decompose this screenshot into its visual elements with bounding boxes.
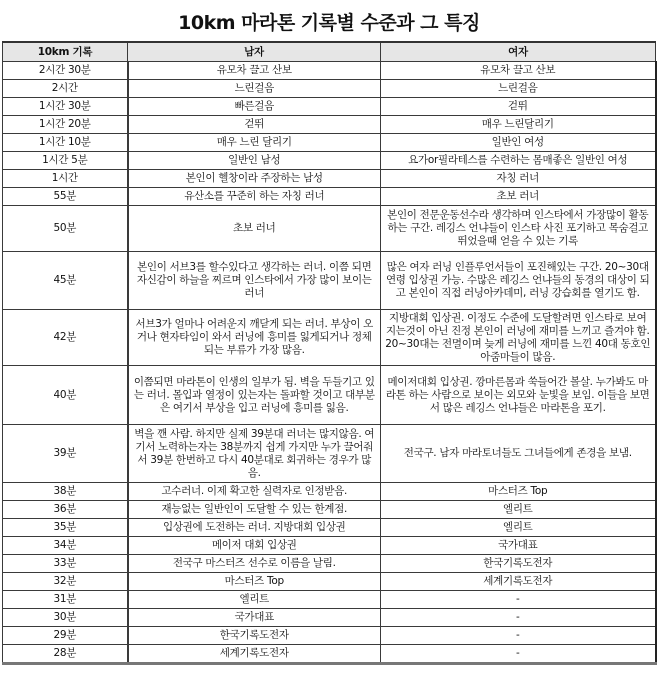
female-description-cell: 마스터즈 Top <box>381 483 656 501</box>
record-time-cell: 55분 <box>3 188 128 206</box>
table-row <box>3 555 656 573</box>
female-description-cell: - <box>381 609 656 627</box>
header-record: 10km 기록 <box>3 42 128 62</box>
female-description-cell: 본인이 전문운동선수라 생각하며 인스타에서 가장많이 활동하는 구간. 레깅스 언냐들이 인스타 사진 포기하고 목숨걸고 뛰었을때 얻을 수 있는 기록 <box>381 206 656 252</box>
female-description-cell: 국가대표 <box>381 537 656 555</box>
table-row <box>3 519 656 537</box>
female-description-cell: 느린걸음 <box>381 80 656 98</box>
table-row <box>3 152 656 170</box>
table-row <box>3 206 656 252</box>
female-description-cell: - <box>381 591 656 609</box>
record-time-cell: 1시간 <box>3 170 128 188</box>
record-time-cell: 1시간 10분 <box>3 134 128 152</box>
table-row <box>3 425 656 483</box>
record-time-cell: 1시간 30분 <box>3 98 128 116</box>
table-row <box>3 170 656 188</box>
male-description-cell: 재능없는 일반인이 도달할 수 있는 한계점. <box>128 501 381 519</box>
record-time-cell: 40분 <box>3 366 128 425</box>
table-row <box>3 627 656 645</box>
record-time-cell: 2시간 <box>3 80 128 98</box>
male-description-cell: 일반인 남성 <box>128 152 381 170</box>
table-row <box>3 310 656 366</box>
table-row <box>3 116 656 134</box>
female-description-cell: 매우 느린달리기 <box>381 116 656 134</box>
table-row <box>3 62 656 80</box>
male-description-cell: 입상권에 도전하는 러너. 지방대회 입상권 <box>128 519 381 537</box>
male-description-cell: 매우 느린 달리기 <box>128 134 381 152</box>
record-time-cell: 29분 <box>3 627 128 645</box>
female-description-cell: - <box>381 627 656 645</box>
table-row <box>3 537 656 555</box>
male-description-cell: 이쯤되면 마라톤이 인생의 일부가 됨. 벽을 두들기고 있는 러너. 몰입과 열정이 있는자는 돌파할 것이고 대부분은 여기서 부상을 입고 러닝에 흥미를 잃음. <box>128 366 381 425</box>
record-time-cell: 45분 <box>3 252 128 310</box>
header-row <box>3 42 656 62</box>
female-description-cell: 요가or필라테스를 수련하는 몸매좋은 일반인 여성 <box>381 152 656 170</box>
table-row <box>3 188 656 206</box>
table-row <box>3 98 656 116</box>
table-row <box>3 573 656 591</box>
female-description-cell: 초보 러너 <box>381 188 656 206</box>
male-description-cell: 마스터즈 Top <box>128 573 381 591</box>
header-female: 여자 <box>381 42 656 62</box>
table-row <box>3 134 656 152</box>
header-male: 남자 <box>128 42 381 62</box>
male-description-cell: 국가대표 <box>128 609 381 627</box>
table-row <box>3 501 656 519</box>
male-description-cell: 유산소를 꾸준히 하는 자칭 러너 <box>128 188 381 206</box>
male-description-cell: 걷뛰 <box>128 116 381 134</box>
record-time-cell: 33분 <box>3 555 128 573</box>
record-time-cell: 39분 <box>3 425 128 483</box>
record-table <box>2 41 657 665</box>
record-time-cell: 31분 <box>3 591 128 609</box>
male-description-cell: 엘리트 <box>128 591 381 609</box>
female-description-cell: - <box>381 645 656 664</box>
record-time-cell: 1시간 5분 <box>3 152 128 170</box>
record-time-cell: 30분 <box>3 609 128 627</box>
female-description-cell: 세계기록도전자 <box>381 573 656 591</box>
table-row <box>3 366 656 425</box>
table-row <box>3 609 656 627</box>
male-description-cell: 한국기록도전자 <box>128 627 381 645</box>
record-time-cell: 42분 <box>3 310 128 366</box>
female-description-cell: 엘리트 <box>381 501 656 519</box>
male-description-cell: 전국구 마스터즈 선수로 이름을 날림. <box>128 555 381 573</box>
male-description-cell: 본인이 헬창이라 주장하는 남성 <box>128 170 381 188</box>
male-description-cell: 서브3가 얼마나 어려운지 깨닫게 되는 러너. 부상이 오거나 현자타임이 와서 러닝에 흥미를 잃게되거나 정체되는 부류가 가장 많음. <box>128 310 381 366</box>
record-time-cell: 35분 <box>3 519 128 537</box>
table-row <box>3 645 656 664</box>
female-description-cell: 지방대회 입상권. 이정도 수준에 도달할려면 인스타로 보여지는것이 아닌 진정 본인이 러닝에 재미를 느끼고 즐겨야 함. 20~30대는 전멸이며 늦게 러닝에 재미를 느낀 40대 동호인 아줌마들이 많음. <box>381 310 656 366</box>
table-row <box>3 483 656 501</box>
female-description-cell: 엘리트 <box>381 519 656 537</box>
male-description-cell: 느린걸음 <box>128 80 381 98</box>
female-description-cell: 많은 여자 러닝 인플루언서들이 포진해있는 구간. 20~30대 연령 입상권 가능. 수많은 레깅스 언냐들의 동경의 대상이 되고 본인이 직접 러닝아카데미, 러닝 강습회를 열기도 함. <box>381 252 656 310</box>
male-description-cell: 고수러너. 이제 확고한 실력자로 인정받음. <box>128 483 381 501</box>
female-description-cell: 유모차 끌고 산보 <box>381 62 656 80</box>
page-title: 10km 마라톤 기록별 수준과 그 특징 <box>178 12 480 34</box>
record-time-cell: 50분 <box>3 206 128 252</box>
table-row <box>3 591 656 609</box>
record-time-cell: 28분 <box>3 645 128 664</box>
female-description-cell: 자칭 러너 <box>381 170 656 188</box>
female-description-cell: 걷뛰 <box>381 98 656 116</box>
male-description-cell: 유모차 끌고 산보 <box>128 62 381 80</box>
record-time-cell: 1시간 20분 <box>3 116 128 134</box>
male-description-cell: 본인이 서브3를 할수있다고 생각하는 러너. 이쯤 되면 자신감이 하늘을 찌르며 인스타에서 가장 많이 보이는 러너 <box>128 252 381 310</box>
record-time-cell: 2시간 30분 <box>3 62 128 80</box>
female-description-cell: 메이저대회 입상권. 깡마른몸과 쑥들어간 볼살. 누가봐도 마라톤 하는 사람으로 보이는 외모와 눈빛을 보임. 이들을 보면서 많은 레깅스 언냐들은 마라톤을 포기. <box>381 366 656 425</box>
male-description-cell: 메이저 대회 입상권 <box>128 537 381 555</box>
record-time-cell: 36분 <box>3 501 128 519</box>
male-description-cell: 세계기록도전자 <box>128 645 381 664</box>
female-description-cell: 일반인 여성 <box>381 134 656 152</box>
record-time-cell: 38분 <box>3 483 128 501</box>
record-time-cell: 32분 <box>3 573 128 591</box>
table-row <box>3 80 656 98</box>
table-row <box>3 252 656 310</box>
male-description-cell: 초보 러너 <box>128 206 381 252</box>
record-time-cell: 34분 <box>3 537 128 555</box>
male-description-cell: 벽을 깬 사람. 하지만 실제 39분대 러너는 많지않음. 여기서 노력하는자는 38분까지 쉽게 가지만 누가 끌어줘서 39분 한번하고 다시 40분대로 회귀하는 경우가 많음. <box>128 425 381 483</box>
female-description-cell: 한국기록도전자 <box>381 555 656 573</box>
female-description-cell: 전국구. 남자 마라토너들도 그녀들에게 존경을 보냄. <box>381 425 656 483</box>
male-description-cell: 빠른걸음 <box>128 98 381 116</box>
